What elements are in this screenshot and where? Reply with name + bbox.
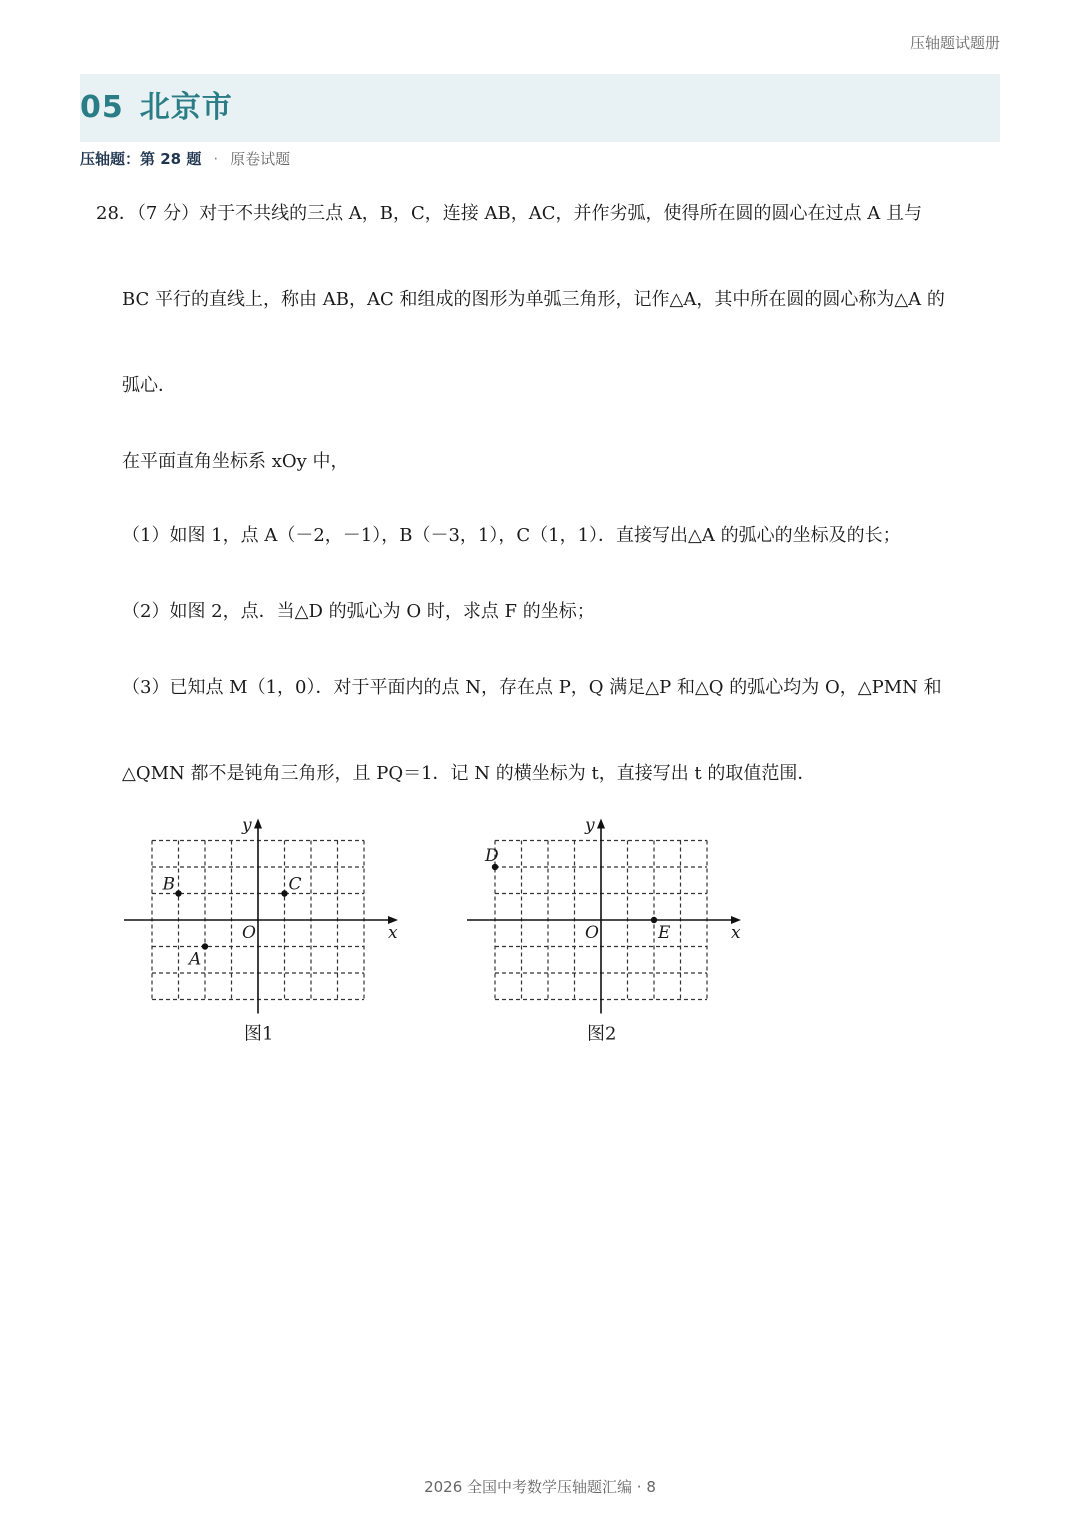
question-part-1: （1）如图 1，点 A（－2，－1），B（－3，1），C（1，1）．直接写出△A 的弧心的坐标及的长； xyxy=(122,525,901,546)
section-number: 05 xyxy=(80,90,124,125)
point-label-e: E xyxy=(658,923,671,943)
section-city: 北京市 xyxy=(139,90,233,125)
section-title xyxy=(80,82,249,126)
question-part-3b: △QMN 都不是钝角三角形，且 PQ＝1．记 N 的横坐标为 t，直接写出 t 的取值范围． xyxy=(122,763,816,784)
figure-1-graph xyxy=(118,810,408,1050)
question-label: 压轴题：第 28 题 xyxy=(80,150,202,168)
page-footer: 2026 全国中考数学压轴题汇编 · 8 xyxy=(424,1478,656,1496)
y-axis-arrow xyxy=(597,819,605,829)
question-subheader xyxy=(80,148,290,169)
point-label-c: C xyxy=(288,874,302,895)
point-e xyxy=(651,917,657,923)
figure-1-axes xyxy=(124,819,398,1014)
question-line-2: BC 平行的直线上，称由 AB，AC 和组成的图形为单弧三角形，记作△A，其中所在圆的圆心称为△A 的 xyxy=(122,289,945,310)
question-source-note: 原卷试题 xyxy=(230,150,291,168)
question-line-1: 28．（7 分）对于不共线的三点 A，B，C，连接 AB，AC，并作劣弧，使得所在圆的圆心在过点 A 且与 xyxy=(96,203,922,224)
point-b xyxy=(175,890,181,896)
document-header-title: 压轴题试题册 xyxy=(909,34,1000,52)
question-part-3a: （3）已知点 M（1，0）．对于平面内的点 N，存在点 P，Q 满足△P 和△Q 的弧心均为 O，△PMN 和 xyxy=(122,677,942,698)
point-c xyxy=(281,890,287,896)
figure-1-caption: 图1 xyxy=(244,1023,274,1045)
figure-2-x-label: x xyxy=(731,923,741,943)
figure-2-points xyxy=(484,846,671,943)
question-line-4: 在平面直角坐标系 xOy 中， xyxy=(122,451,349,472)
figure-2-axes xyxy=(467,819,741,1014)
figure-2-origin-label: O xyxy=(585,923,599,943)
point-label-a: A xyxy=(189,949,202,970)
point-label-b: B xyxy=(162,874,175,895)
question-part-2: （2）如图 2，点．当△D 的弧心为 O 时，求点 F 的坐标； xyxy=(122,601,595,622)
figure-1-origin-label: O xyxy=(242,923,256,943)
figure-2-caption: 图2 xyxy=(587,1023,617,1045)
separator-dot: · xyxy=(213,150,219,168)
question-line-3: 弧心． xyxy=(122,375,176,396)
figure-1-y-label: y xyxy=(242,815,252,836)
section-title-band xyxy=(80,74,1000,142)
y-axis-arrow xyxy=(254,819,262,829)
figure-2-graph xyxy=(461,810,751,1050)
point-label-d: D xyxy=(485,846,499,866)
figure-2-y-label: y xyxy=(585,815,595,836)
figure-2 xyxy=(461,810,751,1054)
figure-1-x-label: x xyxy=(388,923,398,943)
point-a xyxy=(202,943,208,949)
figure-1 xyxy=(118,810,408,1054)
